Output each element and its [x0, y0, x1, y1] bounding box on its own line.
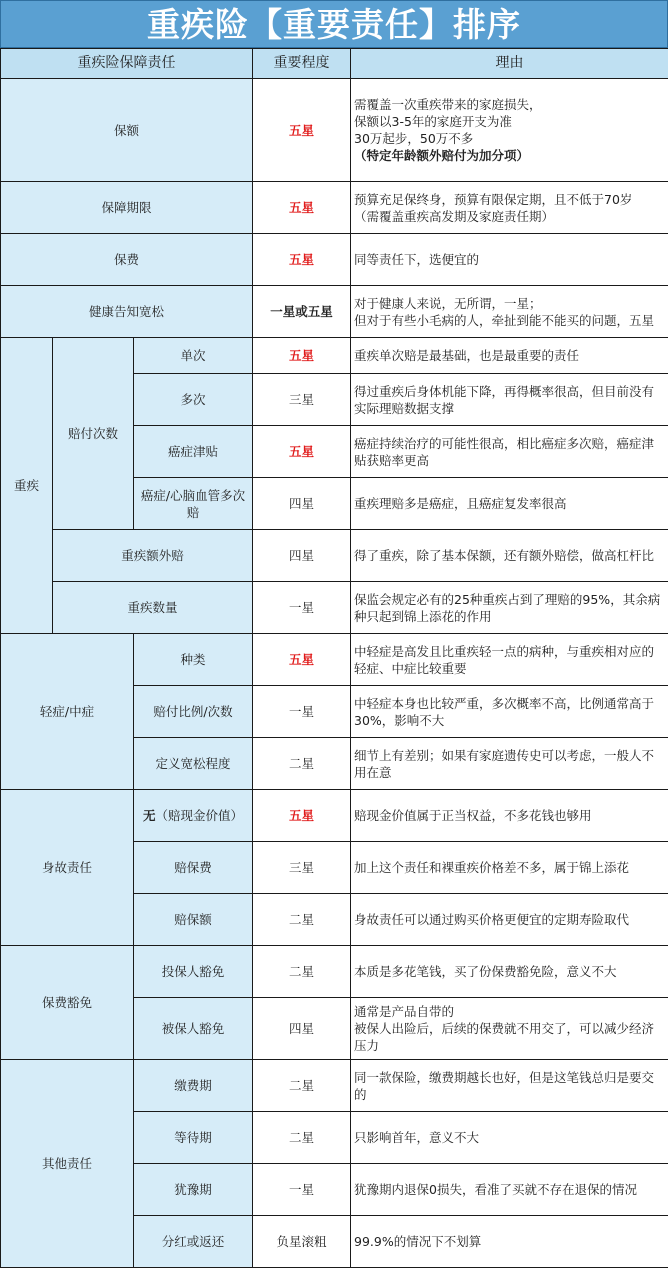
item-label: 癌症/心脑血管多次赔 [134, 478, 253, 530]
item-label: 犹豫期 [134, 1164, 253, 1216]
item-label: 定义宽松程度 [134, 738, 253, 790]
star-rating: 一星 [253, 582, 351, 634]
star-rating: 五星 [253, 634, 351, 686]
reason-cell: 对于健康人来说，无所谓，一星； 但对于有些小毛病的人，牵扯到能不能买的问题，五星 [351, 286, 668, 338]
group-label-qingzheng: 轻症/中症 [1, 634, 134, 790]
star-rating: 五星 [253, 234, 351, 286]
row-label-baofei: 保费 [1, 234, 253, 286]
reason-cell: 同一款保险，缴费期越长也好，但是这笔钱总归是要交的 [351, 1060, 668, 1112]
item-label: 多次 [134, 374, 253, 426]
reason-cell: 通常是产品自带的 被保人出险后，后续的保费就不用交了，可以减少经济压力 [351, 998, 668, 1060]
row-label-baoe: 保额 [1, 79, 253, 182]
table-row [1, 338, 668, 374]
star-rating: 二星 [253, 1112, 351, 1164]
reason-cell: 重疾单次赔是最基础，也是最重要的责任 [351, 338, 668, 374]
reason-cell: 99.9%的情况下不划算 [351, 1216, 668, 1268]
reason-cell: 需覆盖一次重疾带来的家庭损失， 保额以3-5年的家庭开支为准 30万起步，50万不多 （特定年龄额外赔付为加分项） [351, 79, 668, 182]
table-row [1, 79, 668, 182]
reason-cell: 癌症持续治疗的可能性很高，相比癌症多次赔，癌症津贴获赔率更高 [351, 426, 668, 478]
reason-cell: 加上这个责任和裸重疾价格差不多，属于锦上添花 [351, 842, 668, 894]
star-rating: 五星 [253, 790, 351, 842]
reason-cell: 预算充足保终身，预算有限保定期，且不低于70岁 （需覆盖重疾高发期及家庭责任期） [351, 182, 668, 234]
item-label: 无（赔现金价值） [134, 790, 253, 842]
star-rating: 五星 [253, 338, 351, 374]
sub-label-peifu: 赔付次数 [53, 338, 134, 530]
row-label-qixian: 保障期限 [1, 182, 253, 234]
table-header-row [1, 49, 668, 79]
star-rating: 一星 [253, 686, 351, 738]
reason-cell: 得过重疾后身体机能下降，再得概率很高，但目前没有实际理赔数据支撑 [351, 374, 668, 426]
bonus-note: （特定年龄额外赔付为加分项） [354, 147, 665, 164]
star-rating: 五星 [253, 79, 351, 182]
group-label-shengu: 身故责任 [1, 790, 134, 946]
reason-cell: 只影响首年，意义不大 [351, 1112, 668, 1164]
star-rating: 二星 [253, 894, 351, 946]
header-responsibility: 重疾险保障责任 [1, 49, 253, 79]
reason-cell: 本质是多花笔钱，买了份保费豁免险，意义不大 [351, 946, 668, 998]
page-title: 重疾险【重要责任】排序 [0, 0, 668, 48]
reason-cell: 身故责任可以通过购买价格更便宜的定期寿险取代 [351, 894, 668, 946]
star-rating: 二星 [253, 946, 351, 998]
table-row [1, 1060, 668, 1112]
item-label: 分红或返还 [134, 1216, 253, 1268]
item-label: 癌症津贴 [134, 426, 253, 478]
table-row [1, 286, 668, 338]
table-row [1, 530, 668, 582]
item-label: 被保人豁免 [134, 998, 253, 1060]
group-label-zhongji: 重疾 [1, 338, 53, 634]
table-row [1, 582, 668, 634]
item-label: 重疾数量 [53, 582, 253, 634]
star-rating: 三星 [253, 374, 351, 426]
star-rating: 五星 [253, 182, 351, 234]
reason-cell: 犹豫期内退保0损失，看准了买就不存在退保的情况 [351, 1164, 668, 1216]
group-label-huomian: 保费豁免 [1, 946, 134, 1060]
reason-cell: 同等责任下，选便宜的 [351, 234, 668, 286]
item-label: 缴费期 [134, 1060, 253, 1112]
item-label: 赔保费 [134, 842, 253, 894]
star-rating: 四星 [253, 478, 351, 530]
star-rating: 五星 [253, 426, 351, 478]
table-row [1, 946, 668, 998]
star-rating: 四星 [253, 998, 351, 1060]
item-label: 赔保额 [134, 894, 253, 946]
table-row [1, 790, 668, 842]
star-rating: 负星滚粗 [253, 1216, 351, 1268]
item-label: 赔付比例/次数 [134, 686, 253, 738]
reason-cell: 赔现金价值属于正当权益，不多花钱也够用 [351, 790, 668, 842]
row-label-jiankang: 健康告知宽松 [1, 286, 253, 338]
star-rating: 二星 [253, 1060, 351, 1112]
table-row [1, 234, 668, 286]
reason-cell: 细节上有差别；如果有家庭遗传史可以考虑，一般人不用在意 [351, 738, 668, 790]
item-label: 单次 [134, 338, 253, 374]
item-label: 投保人豁免 [134, 946, 253, 998]
star-rating: 三星 [253, 842, 351, 894]
reason-cell: 中轻症是高发且比重疾轻一点的病种，与重疾相对应的轻症、中症比较重要 [351, 634, 668, 686]
item-label: 重疾额外赔 [53, 530, 253, 582]
reason-cell: 得了重疾，除了基本保额，还有额外赔偿，做高杠杆比 [351, 530, 668, 582]
star-rating: 二星 [253, 738, 351, 790]
reason-cell: 重疾理赔多是癌症，且癌症复发率很高 [351, 478, 668, 530]
table-row [1, 182, 668, 234]
header-importance: 重要程度 [253, 49, 351, 79]
reason-cell: 保监会规定必有的25种重疾占到了理赔的95%，其余病种只起到锦上添花的作用 [351, 582, 668, 634]
item-label: 种类 [134, 634, 253, 686]
star-rating: 一星 [253, 1164, 351, 1216]
star-rating: 一星或五星 [253, 286, 351, 338]
reason-cell: 中轻症本身也比较严重，多次概率不高，比例通常高于30%，影响不大 [351, 686, 668, 738]
item-label: 等待期 [134, 1112, 253, 1164]
star-rating: 四星 [253, 530, 351, 582]
group-label-qita: 其他责任 [1, 1060, 134, 1268]
table-row [1, 634, 668, 686]
header-reason: 理由 [351, 49, 668, 79]
importance-table [0, 48, 668, 1268]
